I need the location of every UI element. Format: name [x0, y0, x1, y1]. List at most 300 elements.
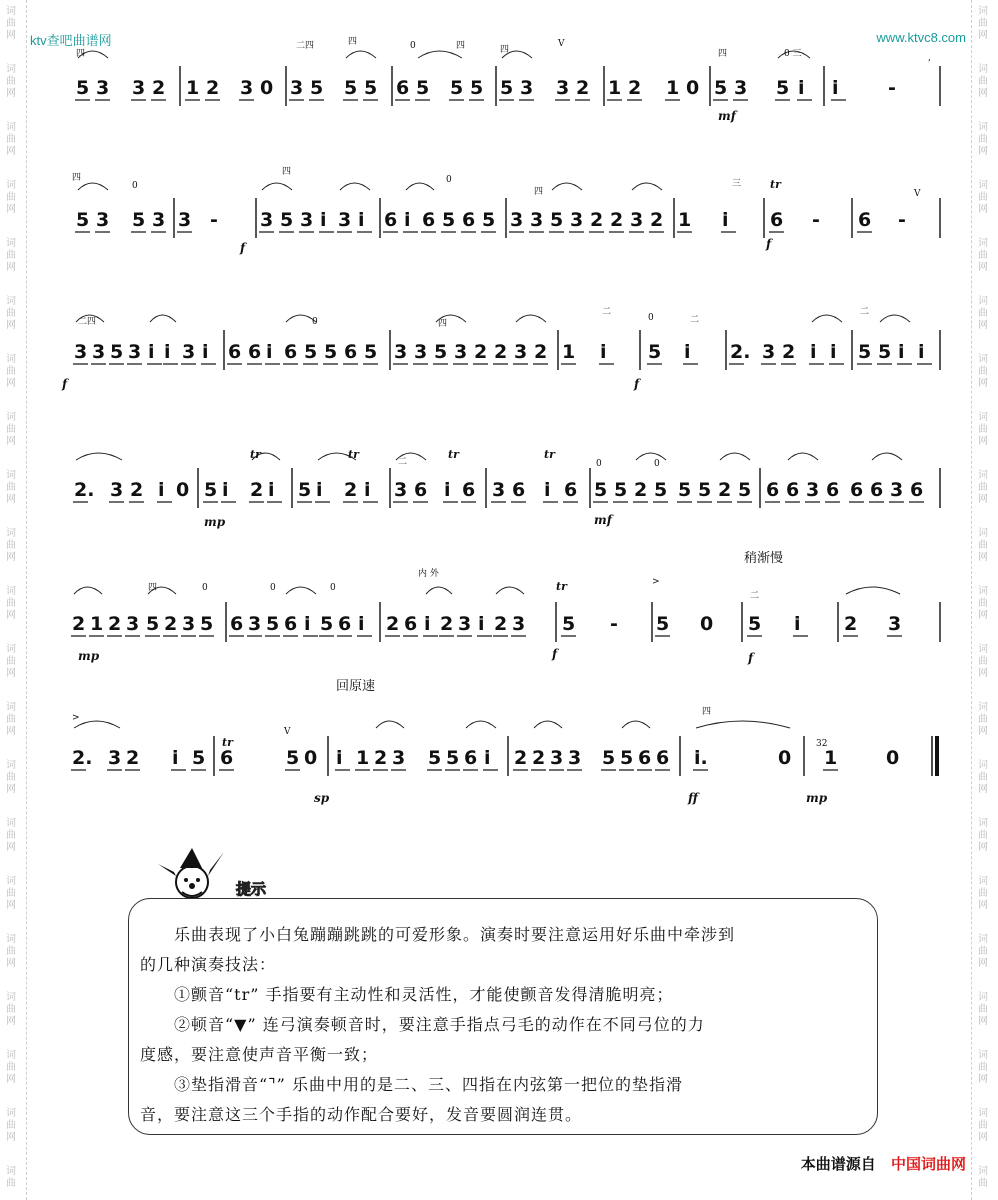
margin-glyph: 曲 [6, 714, 16, 725]
technique-mark: > [72, 713, 80, 723]
margin-glyph: 曲 [978, 482, 988, 493]
margin-glyph: 词 [6, 760, 16, 771]
site-url-header[interactable]: www.ktvc8.com [876, 30, 966, 45]
margin-glyph: 网 [6, 88, 16, 99]
margin-glyph: 词 [978, 702, 988, 713]
note: 5 [748, 613, 762, 635]
note: 3 [338, 209, 352, 231]
slur [286, 587, 316, 594]
score-row [68, 168, 940, 288]
slur [74, 721, 120, 728]
margin-glyph: 词 [6, 470, 16, 481]
margin-glyph: 曲 [978, 656, 988, 667]
technique-mark: 四 [534, 187, 544, 197]
note: 6 [464, 747, 478, 769]
note: 3 [888, 613, 902, 635]
note: 3 [178, 209, 192, 231]
note: i [304, 613, 311, 635]
margin-glyph: 词 [978, 1166, 988, 1177]
slur [466, 721, 496, 728]
margin-glyph: 曲 [978, 714, 988, 725]
note: 3 [492, 479, 506, 501]
margin-glyph: 网 [6, 30, 16, 41]
technique-mark: 32 [816, 739, 828, 749]
slur [406, 183, 434, 190]
technique-mark: 四 [702, 707, 712, 717]
margin-glyph: 网 [978, 610, 988, 621]
note: 5 [110, 341, 124, 363]
tips-line: ③垫指滑音“⌝” 乐曲中用的是二、三、四指在内弦第一把位的垫指滑 [174, 1075, 683, 1094]
note: 6 [384, 209, 398, 231]
tempo-resume-label: 回原速 [336, 679, 376, 694]
margin-glyph: 曲 [978, 134, 988, 145]
technique-mark: 二 [398, 457, 408, 467]
note: i [222, 479, 229, 501]
margin-glyph: 网 [6, 784, 16, 795]
margin-glyph: 词 [978, 760, 988, 771]
note: 5 [132, 209, 146, 231]
note: 3 [128, 341, 142, 363]
note: 6 [638, 747, 652, 769]
margin-glyph: 网 [6, 900, 16, 911]
margin-glyph: 词 [6, 528, 16, 539]
slur [150, 315, 176, 322]
note: 1 [356, 747, 370, 769]
technique-mark: 0 [270, 583, 276, 593]
margin-glyph: 曲 [6, 1004, 16, 1015]
note: i [404, 209, 411, 231]
note: 3 [260, 209, 274, 231]
margin-glyph: 词 [978, 122, 988, 133]
note: 5 [878, 341, 892, 363]
note: 6 [414, 479, 428, 501]
note: 2 [650, 209, 664, 231]
margin-glyph: 词 [978, 238, 988, 249]
note: 2 [386, 613, 400, 635]
margin-glyph: 曲 [6, 1120, 16, 1131]
note: 2 [152, 77, 166, 99]
note: 2 [628, 77, 642, 99]
note: 5 [344, 77, 358, 99]
note: 6 [512, 479, 526, 501]
margin-glyph: 词 [978, 818, 988, 829]
technique-mark: 0 [330, 583, 336, 593]
note: 6 [220, 747, 234, 769]
technique-mark: 四 [76, 49, 86, 59]
technique-mark: 四 [718, 49, 728, 59]
slur [74, 587, 102, 594]
margin-glyph: 网 [978, 378, 988, 389]
slur [696, 721, 790, 728]
margin-glyph: 曲 [978, 772, 988, 783]
note: 3 [530, 209, 544, 231]
note: i [832, 77, 839, 99]
note: i [600, 341, 607, 363]
slur [622, 721, 650, 728]
margin-glyph: 网 [978, 204, 988, 215]
technique-mark: > [652, 577, 660, 587]
margin-glyph: 词 [978, 6, 988, 17]
margin-glyph: 曲 [978, 18, 988, 29]
technique-mark: 0 三 [784, 49, 802, 59]
margin-glyph: 网 [6, 1016, 16, 1027]
note: i [158, 479, 165, 501]
note: 5 [304, 341, 318, 363]
margin-glyph: 网 [6, 262, 16, 273]
note: 1 [666, 77, 680, 99]
margin-glyph: 词 [978, 528, 988, 539]
margin-glyph: 曲 [6, 598, 16, 609]
tips-line: 音，要注意这三个手指的动作配合要好，发音要圆润连贯。 [140, 1105, 583, 1124]
margin-glyph: 曲 [978, 192, 988, 203]
margin-glyph: 曲 [6, 946, 16, 957]
note: 5 [76, 77, 90, 99]
dynamic-mark: f [748, 651, 754, 665]
margin-glyph: 网 [6, 552, 16, 563]
margin-glyph: 词 [978, 354, 988, 365]
note: 3 [454, 341, 468, 363]
dynamic-mark: mp [204, 515, 226, 529]
margin-glyph: 网 [978, 1074, 988, 1085]
note: i [544, 479, 551, 501]
note: 2 [494, 341, 508, 363]
margin-glyph: 网 [978, 30, 988, 41]
note: 6 [910, 479, 924, 501]
margin-glyph: 曲 [6, 134, 16, 145]
note: 0 [304, 747, 318, 769]
note: 5 [562, 613, 576, 635]
margin-glyph: 曲 [978, 76, 988, 87]
margin-glyph: 词 [978, 586, 988, 597]
margin-glyph: 网 [978, 494, 988, 505]
note: 0 [886, 747, 900, 769]
margin-glyph: 网 [6, 610, 16, 621]
margin-glyph: 曲 [978, 946, 988, 957]
technique-mark: V [284, 727, 291, 737]
note: 3 [182, 613, 196, 635]
note: 2 [250, 479, 264, 501]
margin-glyph: 曲 [978, 830, 988, 841]
note: 0 [700, 613, 714, 635]
note: 2. [730, 341, 751, 363]
margin-glyph: 网 [6, 958, 16, 969]
note: i [830, 341, 837, 363]
note: 6 [766, 479, 780, 501]
margin-glyph: 网 [6, 1074, 16, 1085]
note: 2 [474, 341, 488, 363]
margin-glyph: 曲 [978, 598, 988, 609]
margin-glyph: 曲 [978, 540, 988, 551]
note: 5 [678, 479, 692, 501]
technique-mark: 0 [410, 41, 416, 51]
technique-mark: 0 [132, 181, 138, 191]
slur [534, 721, 562, 728]
margin-glyph: 词 [6, 238, 16, 249]
margin-glyph: 曲 [6, 830, 16, 841]
note: 6 [284, 341, 298, 363]
note: 6 [462, 479, 476, 501]
note: 3 [394, 341, 408, 363]
note: 2 [164, 613, 178, 635]
note: 3 [300, 209, 314, 231]
margin-glyph: 曲 [978, 250, 988, 261]
margin-glyph: 曲 [978, 888, 988, 899]
margin-glyph: 曲 [6, 76, 16, 87]
note: 3 [568, 747, 582, 769]
score-row [62, 300, 940, 420]
margin-glyph: 网 [978, 726, 988, 737]
margin-glyph: 网 [978, 262, 988, 273]
margin-glyph: 词 [6, 1166, 16, 1177]
slur [872, 453, 902, 460]
margin-glyph: 词 [6, 644, 16, 655]
margin-glyph: 词 [978, 1050, 988, 1061]
note: 3 [556, 77, 570, 99]
note: i [810, 341, 817, 363]
tips-text [140, 920, 860, 1130]
margin-glyph: 词 [6, 1108, 16, 1119]
note: 2 [590, 209, 604, 231]
note: i [320, 209, 327, 231]
note: 6 [228, 341, 242, 363]
note: 3 [152, 209, 166, 231]
note: 5 [482, 209, 496, 231]
note: 5 [648, 341, 662, 363]
note: 2. [72, 747, 93, 769]
note: 2 [130, 479, 144, 501]
note: 5 [286, 747, 300, 769]
note: 2 [126, 747, 140, 769]
note: i [364, 479, 371, 501]
note: 2 [844, 613, 858, 635]
technique-mark: 0 [596, 459, 602, 469]
note: i [164, 341, 171, 363]
note: i [358, 613, 365, 635]
note: 6 [230, 613, 244, 635]
note: 5 [310, 77, 324, 99]
margin-glyph: 网 [6, 436, 16, 447]
score-row [68, 36, 940, 156]
slur [632, 183, 662, 190]
margin-glyph: 词 [6, 412, 16, 423]
margin-glyph: 词 [978, 470, 988, 481]
note: 6 [826, 479, 840, 501]
note: 3 [96, 209, 110, 231]
slur [78, 183, 108, 190]
note: 3 [510, 209, 524, 231]
technique-mark: 四 [348, 37, 358, 47]
dynamic-mark: mf [718, 109, 736, 123]
technique-mark: 四 [438, 319, 448, 329]
note: 6 [770, 209, 784, 231]
note: 5 [364, 77, 378, 99]
note: 1 [562, 341, 576, 363]
technique-mark: tr [348, 448, 359, 461]
technique-mark: 0 [446, 175, 452, 185]
margin-glyph: 词 [6, 6, 16, 17]
note: 6 [858, 209, 872, 231]
margin-glyph: 网 [978, 900, 988, 911]
margin-glyph: 网 [978, 668, 988, 679]
margin-glyph: 词 [6, 934, 16, 945]
technique-mark: tr [250, 448, 261, 461]
dynamic-mark: f [62, 377, 68, 391]
technique-mark: V [558, 39, 565, 49]
note: i [798, 77, 805, 99]
note: 3 [96, 77, 110, 99]
slur [340, 183, 370, 190]
dynamic-mark: ff [688, 791, 698, 805]
margin-glyph: 网 [978, 958, 988, 969]
margin-glyph: 曲 [6, 1178, 16, 1189]
score-row [68, 679, 940, 826]
technique-mark: V [914, 189, 921, 199]
margin-glyph: 曲 [6, 482, 16, 493]
note: 5 [620, 747, 634, 769]
note: 5 [450, 77, 464, 99]
note: 5 [266, 613, 280, 635]
margin-glyph: 曲 [978, 424, 988, 435]
margin-glyph: 曲 [6, 18, 16, 29]
margin-glyph: 曲 [6, 250, 16, 261]
note: i [484, 747, 491, 769]
tips-line: ②顿音“▼” 连弓演奏顿音时，要注意手指点弓毛的动作在不同弓位的力 [174, 1015, 705, 1034]
note: i [172, 747, 179, 769]
note: 1 [186, 77, 200, 99]
margin-glyph: 词 [978, 180, 988, 191]
margin-glyph: 网 [6, 1132, 16, 1143]
note: i [478, 613, 485, 635]
slur [880, 315, 910, 322]
note: - [898, 209, 906, 231]
technique-mark: tr [544, 448, 555, 461]
note: 3 [458, 613, 472, 635]
note: 5 [146, 613, 160, 635]
slur [496, 587, 524, 594]
technique-mark: 0 [202, 583, 208, 593]
technique-mark: 四 [456, 41, 466, 51]
slur [636, 453, 666, 460]
margin-glyph: 网 [978, 436, 988, 447]
note: 5 [434, 341, 448, 363]
margin-glyph: 词 [6, 876, 16, 887]
slur [846, 587, 900, 594]
margin-glyph: 曲 [6, 772, 16, 783]
technique-mark: tr [222, 736, 233, 749]
margin-glyph: 词 [6, 354, 16, 365]
dynamic-mark: f [552, 647, 558, 661]
slur [426, 587, 452, 594]
margin-glyph: 曲 [6, 1062, 16, 1073]
technique-mark: 四 [148, 583, 158, 593]
tips-line: 的几种演奏技法： [140, 955, 277, 974]
margin-glyph: 网 [6, 494, 16, 505]
margin-glyph: 网 [978, 552, 988, 563]
technique-mark: 三 [732, 179, 742, 189]
margin-glyph: 网 [978, 88, 988, 99]
technique-mark: tr [448, 448, 459, 461]
note: 0 [778, 747, 792, 769]
dynamic-mark: mp [806, 791, 828, 805]
note: 2 [72, 613, 86, 635]
note: 3 [514, 341, 528, 363]
dynamic-mark: f [240, 241, 246, 255]
note: 3 [630, 209, 644, 231]
note: 3 [414, 341, 428, 363]
note: 5 [550, 209, 564, 231]
note: 3 [512, 613, 526, 635]
margin-glyph: 网 [978, 784, 988, 795]
margin-glyph: 曲 [978, 1062, 988, 1073]
note: 1 [678, 209, 692, 231]
note: 6 [248, 341, 262, 363]
technique-mark: 四 [282, 167, 292, 177]
note: i [684, 341, 691, 363]
footer [801, 1153, 966, 1174]
margin-glyph: 词 [6, 1050, 16, 1061]
note: 2 [534, 341, 548, 363]
note: 3 [290, 77, 304, 99]
note: 1 [90, 613, 104, 635]
margin-glyph: 曲 [978, 1004, 988, 1015]
margin-glyph: 词 [978, 992, 988, 1003]
margin-glyph: 词 [6, 122, 16, 133]
note: 2. [74, 479, 95, 501]
note: 5 [446, 747, 460, 769]
note: 3 [92, 341, 106, 363]
margin-glyph: 网 [6, 668, 16, 679]
technique-mark: , [928, 53, 931, 63]
note: 6 [344, 341, 358, 363]
note: 5 [714, 77, 728, 99]
note: i [722, 209, 729, 231]
note: 6 [564, 479, 578, 501]
footer-brand[interactable]: 中国词曲网 [890, 1155, 966, 1173]
tempo-slow-label: 稍渐慢 [744, 551, 784, 566]
margin-glyph: 曲 [6, 540, 16, 551]
note: i [898, 341, 905, 363]
note: 2 [514, 747, 528, 769]
margin-glyph: 词 [978, 1108, 988, 1119]
note: 2 [206, 77, 220, 99]
slur [788, 453, 818, 460]
margin-glyph: 词 [978, 644, 988, 655]
margin-glyph: 曲 [978, 366, 988, 377]
margin-glyph: 曲 [6, 424, 16, 435]
margin-glyph: 曲 [978, 308, 988, 319]
note: 3 [74, 341, 88, 363]
margin-glyph: 词 [6, 64, 16, 75]
note: 0 [260, 77, 274, 99]
note: 5 [428, 747, 442, 769]
note: 3 [806, 479, 820, 501]
note: 5 [416, 77, 430, 99]
note: 2 [576, 77, 590, 99]
margin-glyph: 曲 [6, 888, 16, 899]
technique-mark: 0 [648, 313, 654, 323]
note: 5 [656, 613, 670, 635]
note: 6 [786, 479, 800, 501]
slur [418, 51, 462, 58]
site-name-header[interactable]: ktv查吧曲谱网 [30, 33, 112, 48]
note: 1 [608, 77, 622, 99]
margin-glyph: 曲 [978, 1178, 988, 1189]
note: i [202, 341, 209, 363]
margin-glyph: 网 [978, 1132, 988, 1143]
margin-glyph: 网 [978, 842, 988, 853]
note: 3 [108, 747, 122, 769]
note: 5 [320, 613, 334, 635]
